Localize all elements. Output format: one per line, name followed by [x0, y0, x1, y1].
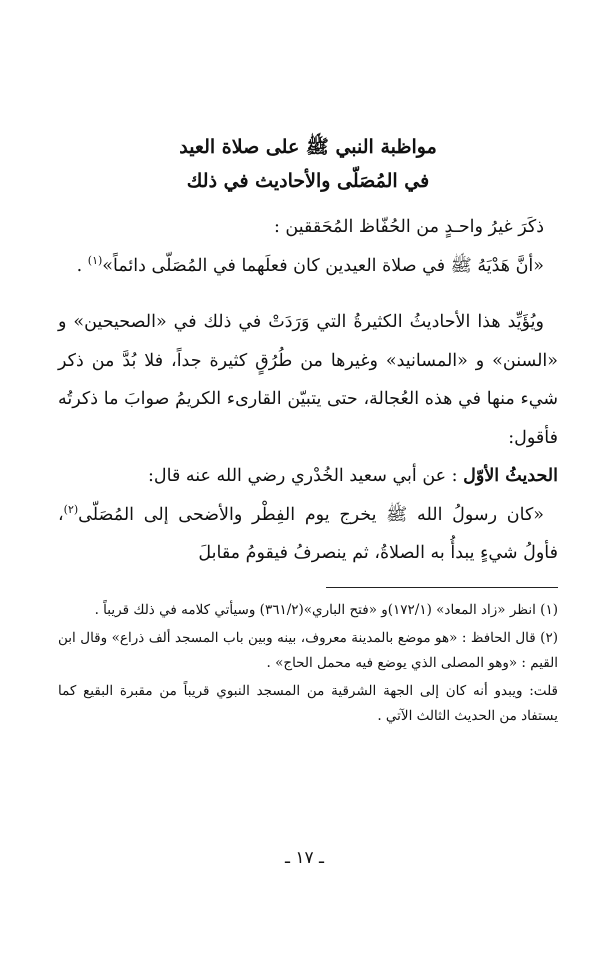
hadith-chain: : عن أبي سعيد الخُدْري رضي الله عنه قال: [148, 466, 458, 486]
hadith-text [58, 496, 558, 573]
footnote-2-note: قلت: ويبدو أنه كان إلى الجهة الشرقية من المسجد النبوي قريباً من مقبرة البقيع كما يستفاد من الحديث الثالث الآتي . [58, 682, 558, 724]
chapter-title-line-2: في المُصَلّى والأحاديث في ذلك [186, 170, 430, 192]
quote-end-mark: . [76, 255, 83, 276]
hadith-text-start: «كان رسولُ الله ﷺ يخرج يوم الفِطْر والأضحى إلى المُصَلّى [78, 504, 544, 525]
hadith-title: الحديثُ الأوّل [463, 466, 558, 486]
chapter-title-line-1: مواظبة النبي ﷺ على صلاة العيد [179, 136, 437, 158]
page-number: ـ ١٧ ـ [284, 848, 325, 868]
footnote-2: (٢) قال الحافظ : «هو موضع بالمدينة معروف، بينه وبين باب المسجد ألف ذراع» وقال ابن القيم : «وهو المصلى الذي يوضع فيه محمل الحاج» . [58, 629, 558, 671]
hadith-header [58, 457, 558, 496]
quote-text: «أنَّ هَدْيَهُ ﷺ في صلاة العيدين كان فعلَهما في المُصَلّى دائماً» [102, 255, 544, 276]
footnote-reference-2: (٢) [63, 502, 79, 516]
quote-paragraph [58, 247, 558, 286]
intro-paragraph: ذكَرَ غيرُ واحـدٍ من الحُفّاظ المُحَققين : [273, 217, 544, 237]
hadith-text-end: ، فأولُ شيءٍ يبدأُ به الصلاةُ، ثم ينصرفُ فيقومُ مقابلَ [58, 504, 558, 563]
footnote-divider [326, 587, 558, 588]
footnote-1: (١) انظر «زاد المعاد» (١٧٢/١)و «فتح الباري»(٣٦١/٢) وسيأتي كلامه في ذلك قريباً . [94, 601, 558, 618]
footnote-reference-1: (١) [87, 253, 103, 267]
book-page [58, 130, 558, 732]
support-paragraph: ويُؤَيِّد هذا الأحاديثُ الكثيرةُ التي وَرَدَتْ في ذلك في «الصحيحين» و «السنن» و «المسانيد» وغيرها من طُرُقٍ كثيرة جداً، فلا بُدَّ من ذكر شيء منها في هذه العُجالة، حتى يتبيّن القارىء الكريمُ صوابَ ما ذكرتُه فأقول: [58, 312, 558, 448]
